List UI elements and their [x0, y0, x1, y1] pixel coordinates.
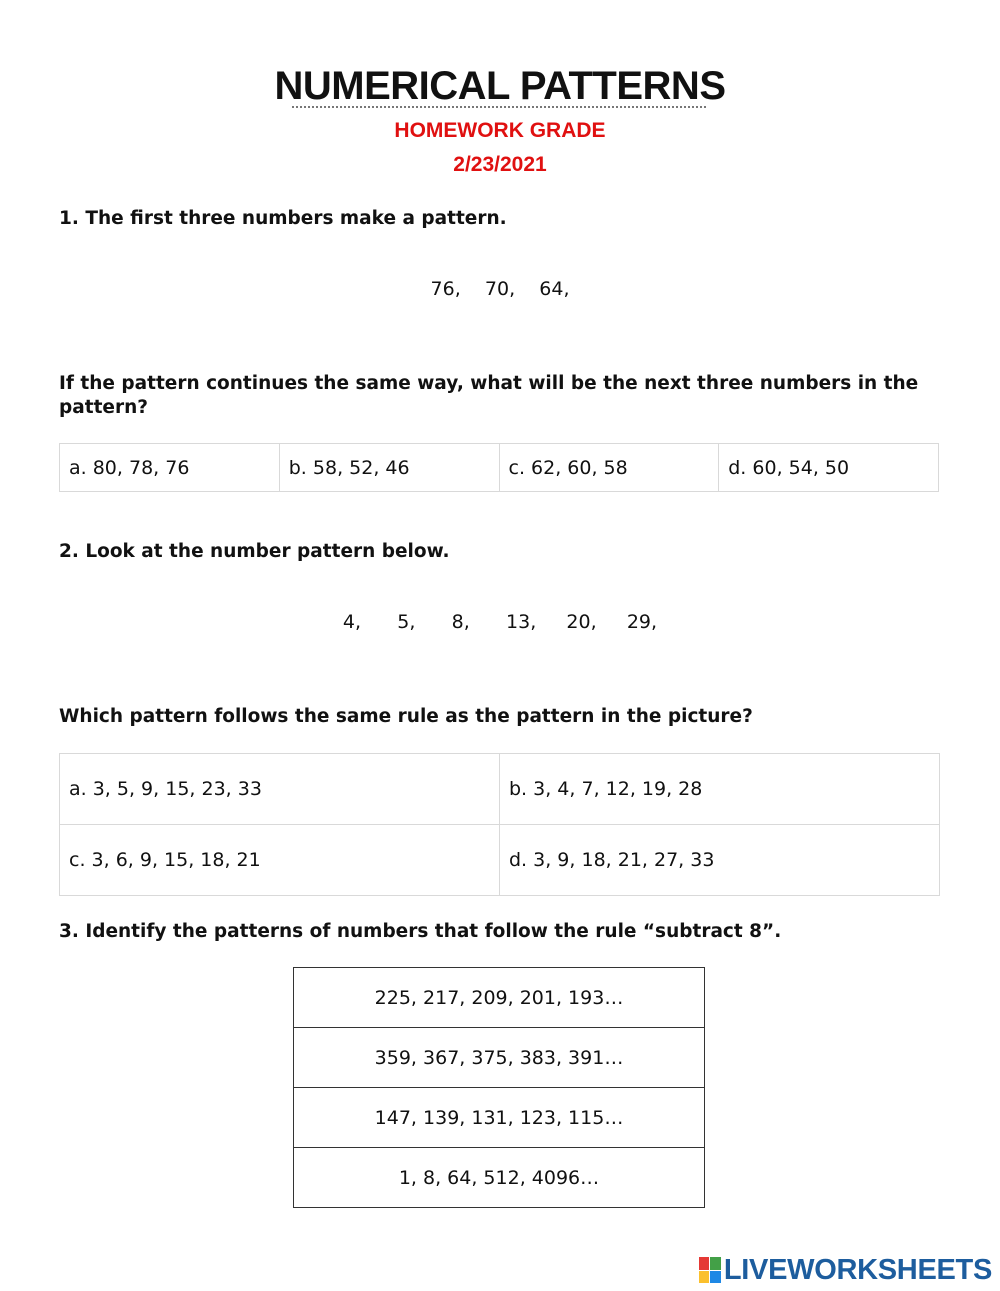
question-2-option-c[interactable]: c. 3, 6, 9, 15, 18, 21 [60, 825, 500, 896]
question-1-option-b[interactable]: b. 58, 52, 46 [279, 444, 499, 492]
question-2-options [59, 753, 940, 896]
question-3-patterns [293, 967, 705, 1208]
logo-blocks-icon [699, 1257, 721, 1283]
page-date: 2/23/2021 [453, 153, 547, 176]
question-2-option-a[interactable]: a. 3, 5, 9, 15, 23, 33 [60, 754, 500, 825]
question-3-pattern-1[interactable]: 225, 217, 209, 201, 193… [294, 968, 705, 1028]
logo-text: LIVEWORKSHEETS [723, 1253, 992, 1286]
question-1-option-c[interactable]: c. 62, 60, 58 [499, 444, 719, 492]
page-subtitle: HOMEWORK GRADE [394, 119, 606, 142]
question-1-option-d[interactable]: d. 60, 54, 50 [719, 444, 939, 492]
question-1-option-a[interactable]: a. 80, 78, 76 [60, 444, 280, 492]
question-3-pattern-4[interactable]: 1, 8, 64, 512, 4096… [294, 1148, 705, 1208]
question-1-question: If the pattern continues the same way, what will be the next three numbers in the pattern? [59, 373, 919, 418]
question-3-prompt: 3. Identify the patterns of numbers that follow the rule “subtract 8”. [59, 921, 782, 942]
question-2-sequence: 4, 5, 8, 13, 20, 29, [342, 611, 658, 633]
question-2-question: Which pattern follows the same rule as the pattern in the picture? [59, 706, 753, 727]
question-2-option-b[interactable]: b. 3, 4, 7, 12, 19, 28 [500, 754, 940, 825]
question-3-pattern-3[interactable]: 147, 139, 131, 123, 115… [294, 1088, 705, 1148]
logo-block-blue [710, 1271, 721, 1284]
logo-block-red [699, 1257, 710, 1270]
question-1-prompt: 1. The first three numbers make a pattern. [59, 208, 507, 229]
question-1-sequence: 76, 70, 64, [430, 278, 570, 300]
page-title: NUMERICAL PATTERNS [274, 64, 726, 108]
question-2-prompt: 2. Look at the number pattern below. [59, 541, 450, 562]
liveworksheets-logo[interactable] [699, 1250, 992, 1290]
question-2-option-d[interactable]: d. 3, 9, 18, 21, 27, 33 [500, 825, 940, 896]
question-3-pattern-2[interactable]: 359, 367, 375, 383, 391… [294, 1028, 705, 1088]
logo-block-green [710, 1257, 721, 1270]
logo-block-yellow [699, 1271, 710, 1284]
question-1-options [59, 443, 939, 492]
title-underline [292, 106, 706, 108]
